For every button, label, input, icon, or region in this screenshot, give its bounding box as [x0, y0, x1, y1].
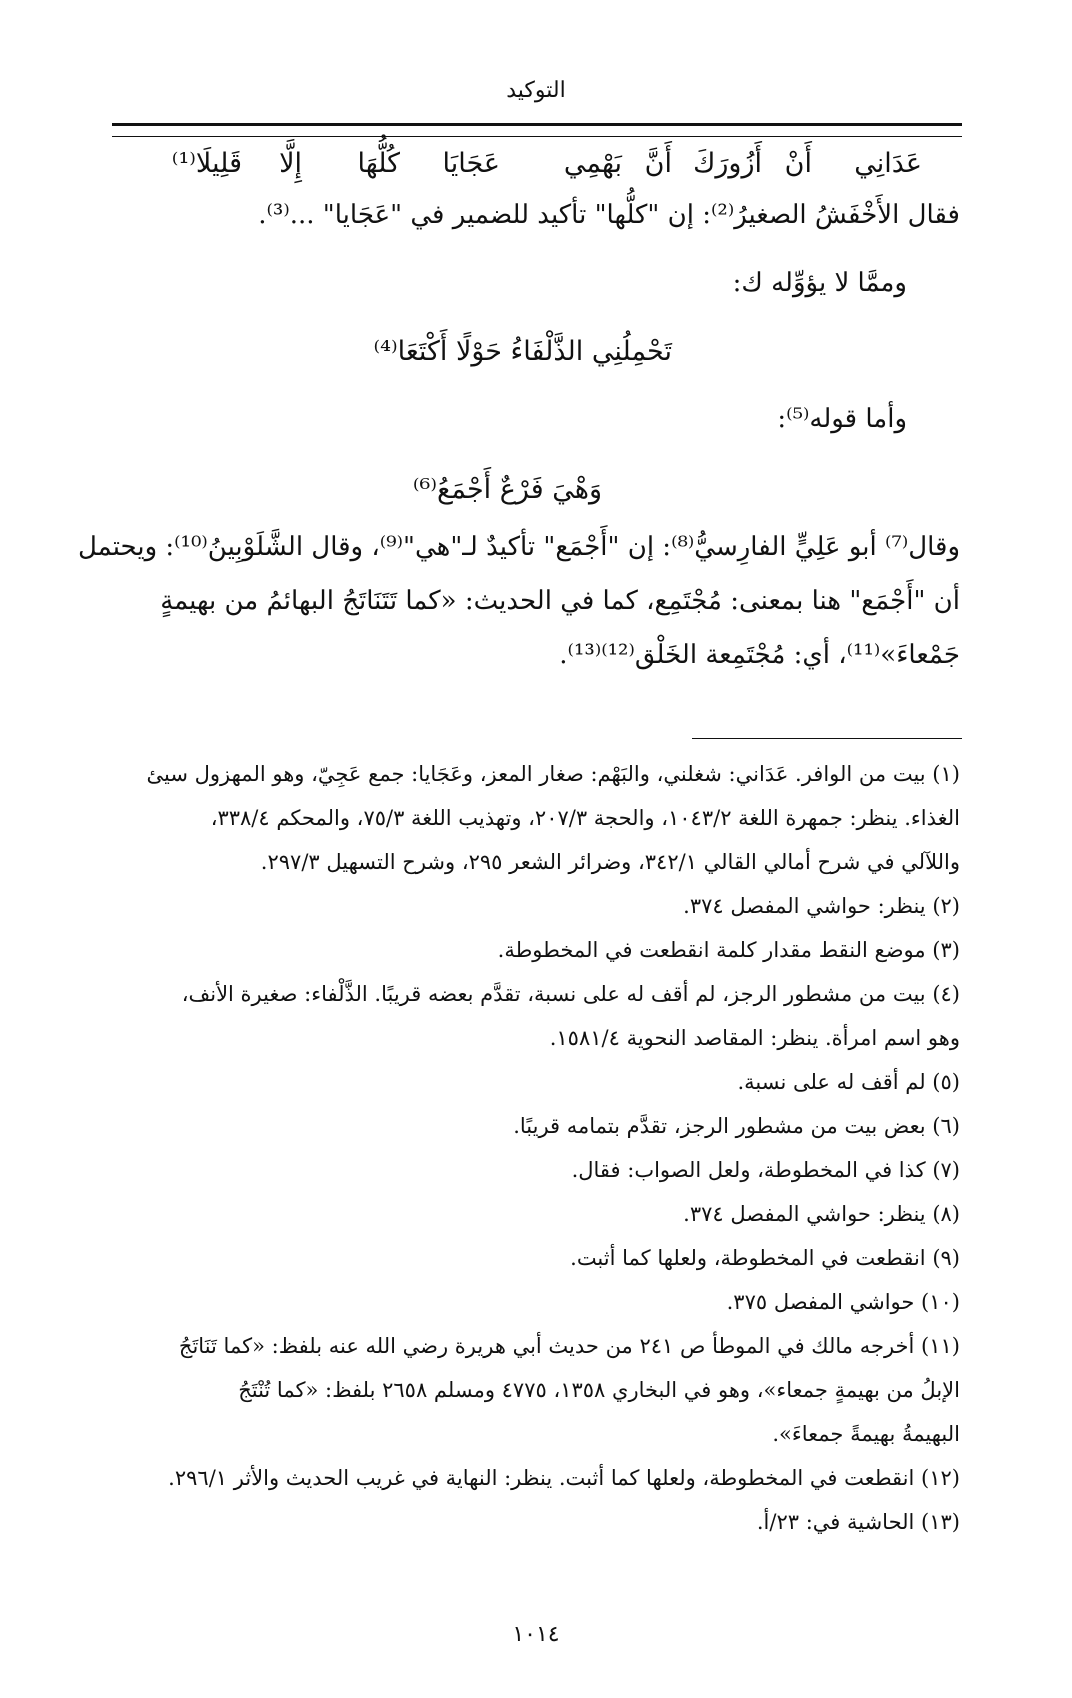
verse-word: أَنْ — [784, 148, 812, 179]
footnote-line: (١٣) الحاشية في: ٢٣/أ. — [756, 1510, 960, 1534]
footnote-line: (٢) ينظر: حواشي المفصل ٣٧٤. — [683, 894, 960, 918]
footnote-separator — [692, 738, 962, 739]
footnote-line: الغذاء. ينظر: جمهرة اللغة ١٠٤٣/٢، والحجة ٢٠٧/٣، وتهذيب اللغة ٧٥/٣، والمحكم ٣٣٨/٤، — [210, 806, 960, 830]
verse-1 — [112, 148, 962, 188]
footnote-line: البهيمةُ بهيمةً جمعاءَ». — [772, 1422, 960, 1446]
footnote-line: (١٢) انقطعت في المخطوطة، ولعلها كما أثبت. ينظر: النهاية في غريب الحديث والأثر ٢٩٦/١. — [168, 1466, 960, 1490]
running-header: التوكيد — [506, 78, 566, 103]
verse-2: تَحْمِلُنِي الذَّلْفَاءُ حَوْلًا أَكْتَعَا⁽⁴⁾ — [373, 336, 672, 367]
text-line: فقال الأَخْفَشُ الصغيرُ⁽²⁾: إن "كلُّها" تأكيد للضمير في "عَجَايا" ...⁽³⁾. — [258, 200, 960, 230]
verse-3: وَهْيَ فَرْعٌ أَجْمَعُ⁽⁶⁾ — [412, 474, 602, 505]
verse-word: عَجَايَا — [442, 148, 500, 179]
page-number: ١٠١٤ — [512, 1622, 560, 1647]
footnote-line: (٩) انقطعت في المخطوطة، ولعلها كما أثبت. — [570, 1246, 960, 1270]
footnote-line: (١١) أخرجه مالك في الموطأ ص ٢٤١ من حديث أبي هريرة رضي الله عنه بلفظ: «كما تَنَاتَجُ — [178, 1334, 960, 1358]
footnote-line: (١) بيت من الوافر. عَدَاني: شغلني، والبَهْم: صغار المعز، وعَجَايا: جمع عَجِيّ، وهو المهزول سيئ — [146, 762, 960, 786]
text-line: أن "أَجْمَع" هنا بمعنى: مُجْتَمِع، كما في الحديث: «كما تَتَنَاتَجُ البهائمُ من بهيمةٍ — [160, 586, 960, 616]
footnote-line: واللآلي في شرح أمالي القالي ٣٤٢/١، وضرائر الشعر ٢٩٥، وشرح التسهيل ٢٩٧/٣. — [260, 850, 960, 874]
text-line: وأما قوله⁽⁵⁾: — [777, 404, 907, 434]
verse-word: عَدَانِي — [854, 148, 922, 179]
header-rule-thick — [112, 123, 962, 126]
footnote-line: (٤) بيت من مشطور الرجز، لم أقف له على نسبة، تقدَّم بعضه قريبًا. الذَّلْفاء: صغيرة الأنف، — [181, 982, 960, 1006]
footnote-line: (٦) بعض بيت من مشطور الرجز، تقدَّم بتمامه قريبًا. — [513, 1114, 960, 1138]
text-line: وقال⁽⁷⁾ أبو عَلِيٍّ الفارِسيُّ⁽⁸⁾: إن "أَجْمَع" تأكيدٌ لـ"هي"⁽⁹⁾، وقال الشَّلَوْبِينُ⁽¹⁰⁾: ويحتمل — [77, 532, 960, 562]
footnote-line: الإبلُ من بهيمةٍ جمعاء»، وهو في البخاري ١٣٥٨، ٤٧٧٥ ومسلم ٢٦٥٨ بلفظ: «كما تُنْتَجُ — [238, 1378, 960, 1402]
verse-word: بَهْمِي — [563, 148, 622, 179]
verse-word: أَنَّ — [644, 148, 672, 179]
footnote-line: (٧) كذا في المخطوطة، ولعل الصواب: فقال. — [571, 1158, 960, 1182]
footnote-line: وهو اسم امرأة. ينظر: المقاصد النحوية ١٥٨١/٤. — [549, 1026, 960, 1050]
text-line: جَمْعاءَ»⁽¹¹⁾، أي: مُجْتَمِعة الخَلْق⁽¹²⁾⁽¹³⁾. — [559, 640, 960, 670]
verse-word: كُلُّهَا — [357, 148, 400, 179]
verse-word: إِلَّا — [279, 148, 302, 179]
footnote-line: (٥) لم أقف له على نسبة. — [737, 1070, 960, 1094]
header-rule-thin — [112, 136, 962, 137]
verse-word: أَزُورَكَ — [693, 148, 762, 179]
verse-word: قَلِيلَا⁽¹⁾ — [171, 148, 242, 179]
footnote-line: (٨) ينظر: حواشي المفصل ٣٧٤. — [683, 1202, 960, 1226]
footnote-line: (٣) موضع النقط مقدار كلمة انقطعت في المخطوطة. — [497, 938, 960, 962]
footnote-line: (١٠) حواشي المفصل ٣٧٥. — [726, 1290, 960, 1314]
text-line: وممَّا لا يؤوِّله ك: — [732, 268, 907, 298]
